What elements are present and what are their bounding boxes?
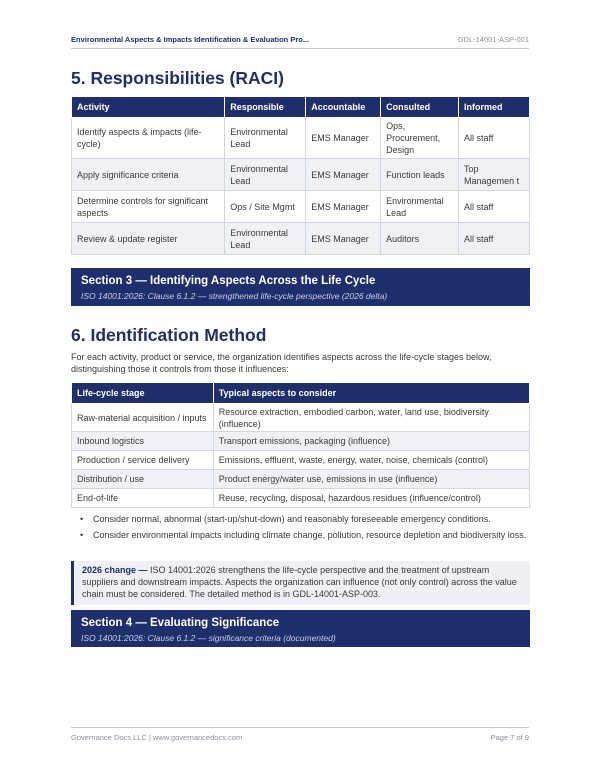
raci-cell: EMS Manager (306, 159, 381, 191)
table-row (72, 432, 530, 451)
change-note-label: 2026 change — (82, 565, 148, 575)
raci-cell: Environmental Lead (381, 191, 459, 223)
lc-cell: Reuse, recycling, disposal, hazardous residues (influence/control) (213, 489, 529, 508)
raci-cell: Ops, Procurement, Design (381, 118, 459, 159)
life-cycle-header-row (72, 383, 530, 404)
lc-cell: Inbound logistics (72, 432, 214, 451)
change-note-text: ISO 14001:2026 strengthens the life-cycle perspective and the treatment of upstream suppliers and downstream impacts. Aspects the organization can influence (not only control) across the value chain must be considered. The detailed method is in GDL-14001-ASP-003. (82, 565, 517, 599)
lc-cell: Product energy/water use, emissions in use (influence) (213, 470, 529, 489)
raci-cell: All staff (459, 191, 530, 223)
lc-cell: Transport emissions, packaging (influence) (213, 432, 529, 451)
lc-cell: End-of-life (72, 489, 214, 508)
raci-col-accountable: Accountable (306, 97, 381, 118)
raci-cell: Top Managemen t (459, 159, 530, 191)
raci-cell: Ops / Site Mgmt (225, 191, 306, 223)
lc-col-stage: Life-cycle stage (72, 383, 214, 404)
table-row (72, 159, 530, 191)
raci-cell: Review & update register (72, 223, 225, 255)
identification-heading: 6. Identification Method (71, 325, 267, 345)
lc-cell: Emissions, effluent, waste, energy, water, noise, chemicals (control) (213, 451, 529, 470)
table-row (72, 223, 530, 255)
raci-cell: EMS Manager (306, 118, 381, 159)
header-doc-id: GDL-14001-ASP-001 (457, 35, 529, 44)
identification-intro: For each activity, product or service, the organization identifies aspects across the life-cycle stages below, distinguishing those it controls from those it influences: (71, 352, 492, 374)
lc-cell: Resource extraction, embodied carbon, water, land use, biodiversity (influence) (213, 404, 529, 432)
table-row (72, 489, 530, 508)
raci-cell: Environmental Lead (225, 223, 306, 255)
raci-cell: Function leads (381, 159, 459, 191)
raci-col-informed: Informed (459, 97, 530, 118)
raci-col-activity: Activity (72, 97, 225, 118)
table-row (72, 118, 530, 159)
raci-cell: All staff (459, 223, 530, 255)
section-4-title: Section 4 — Evaluating Significance (81, 617, 280, 629)
lc-cell: Raw-material acquisition / inputs (72, 404, 214, 432)
bullet-text: Consider environmental impacts including climate change, pollution, resource depletion and biodiversity loss. (93, 530, 527, 540)
raci-cell: All staff (459, 118, 530, 159)
list-item (71, 513, 536, 525)
header-title: Environmental Aspects & Impacts Identification & Evaluation Pro... (71, 35, 310, 44)
list-item (71, 529, 536, 541)
raci-cell: Identify aspects & impacts (life-cycle) (72, 118, 225, 159)
section-3-banner (71, 268, 530, 306)
table-row (72, 404, 530, 432)
raci-header-row (72, 97, 530, 118)
table-row (72, 191, 530, 223)
raci-cell: Determine controls for significant aspects (72, 191, 225, 223)
table-row (72, 451, 530, 470)
raci-cell: EMS Manager (306, 223, 381, 255)
raci-table (71, 96, 530, 255)
lc-col-aspects: Typical aspects to consider (213, 383, 529, 404)
bullet-icon: • (80, 514, 84, 524)
raci-cell: EMS Manager (306, 191, 381, 223)
lc-cell: Production / service delivery (72, 451, 214, 470)
raci-col-consulted: Consulted (381, 97, 459, 118)
page-header (71, 34, 529, 49)
raci-cell: Environmental Lead (225, 118, 306, 159)
raci-col-responsible: Responsible (225, 97, 306, 118)
change-note (71, 561, 530, 605)
identification-bullets (71, 513, 536, 545)
raci-cell: Apply significance criteria (72, 159, 225, 191)
page-footer (71, 727, 529, 742)
bullet-text: Consider normal, abnormal (start-up/shut-down) and reasonably foreseeable emergency conditions. (93, 514, 491, 524)
footer-page-number: Page 7 of 9 (490, 733, 529, 742)
section-4-subtitle: ISO 14001:2026: Clause 6.1.2 — significance criteria (documented) (81, 633, 336, 643)
raci-heading: 5. Responsibilities (RACI) (71, 68, 284, 88)
footer-company: Governance Docs LLC | www.governancedocs.com (71, 733, 243, 742)
section-4-banner (71, 610, 530, 647)
raci-cell: Auditors (381, 223, 459, 255)
section-3-title: Section 3 — Identifying Aspects Across the Life Cycle (81, 275, 376, 287)
bullet-icon: • (80, 530, 84, 540)
lc-cell: Distribution / use (72, 470, 214, 489)
life-cycle-table (71, 382, 530, 508)
section-3-subtitle: ISO 14001:2026: Clause 6.1.2 — strengthened life-cycle perspective (2026 delta) (81, 291, 388, 301)
raci-cell: Environmental Lead (225, 159, 306, 191)
table-row (72, 470, 530, 489)
